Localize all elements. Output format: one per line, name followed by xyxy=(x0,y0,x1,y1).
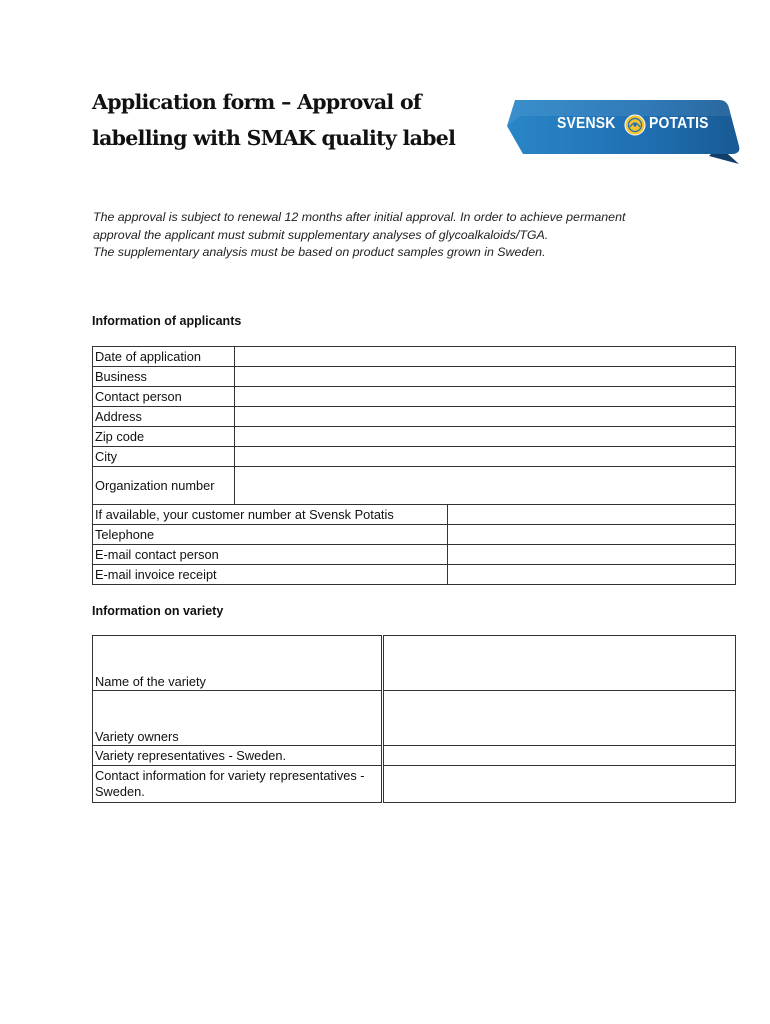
table-row xyxy=(93,565,736,585)
email-invoice-receipt-field[interactable] xyxy=(448,565,736,585)
date-of-application-field[interactable] xyxy=(235,347,736,367)
table-row xyxy=(93,505,736,525)
table-row xyxy=(93,367,736,387)
variety-owners-field[interactable] xyxy=(383,691,736,746)
table-row xyxy=(93,525,736,545)
table-row xyxy=(93,746,736,766)
variety-representatives-field[interactable] xyxy=(383,746,736,766)
row-label-email-contact-person: E-mail contact person xyxy=(93,545,448,565)
table-row xyxy=(93,447,736,467)
table-row xyxy=(93,407,736,427)
row-label-zip-code: Zip code xyxy=(93,427,235,447)
variety-heading: Information on variety xyxy=(92,604,224,618)
intro-line-3: The supplementary analysis must be based on product samples grown in Sweden. xyxy=(93,245,546,259)
row-label-variety-representatives: Variety representatives - Sweden. xyxy=(93,746,383,766)
applicants-table xyxy=(92,346,736,505)
business-field[interactable] xyxy=(235,367,736,387)
contact-details-table xyxy=(92,504,736,585)
row-label-city: City xyxy=(93,447,235,467)
row-label-name-of-variety: Name of the variety xyxy=(93,636,383,691)
row-label-customer-number: If available, your customer number at Svensk Potatis xyxy=(93,505,448,525)
table-row xyxy=(93,347,736,367)
form-title xyxy=(92,84,492,156)
table-row xyxy=(93,766,736,803)
address-field[interactable] xyxy=(235,407,736,427)
row-label-address: Address xyxy=(93,407,235,427)
representative-contact-info-field[interactable] xyxy=(383,766,736,803)
zip-code-field[interactable] xyxy=(235,427,736,447)
row-label-email-invoice-receipt: E-mail invoice receipt xyxy=(93,565,448,585)
row-label-organization-number: Organization number xyxy=(93,467,235,505)
table-row xyxy=(93,467,736,505)
row-label-date-of-application: Date of application xyxy=(93,347,235,367)
email-contact-person-field[interactable] xyxy=(448,545,736,565)
row-label-telephone: Telephone xyxy=(93,525,448,545)
table-row xyxy=(93,545,736,565)
variety-table xyxy=(92,635,736,803)
svensk-potatis-logo xyxy=(505,98,743,170)
table-row xyxy=(93,387,736,407)
potato-emblem-icon xyxy=(624,114,646,136)
row-label-business: Business xyxy=(93,367,235,387)
logo-word-potatis: POTATIS xyxy=(649,115,709,132)
form-title-line-1: Application form – Approval of xyxy=(92,90,422,114)
row-label-representative-contact-info: Contact information for variety representatives - Sweden. xyxy=(93,766,383,803)
row-label-contact-person: Contact person xyxy=(93,387,235,407)
organization-number-field[interactable] xyxy=(235,467,736,505)
logo-word-svensk: SVENSK xyxy=(557,115,616,132)
form-title-line-2: labelling with SMAK quality label xyxy=(92,126,456,150)
customer-number-field[interactable] xyxy=(448,505,736,525)
intro-line-2: approval the applicant must submit supplementary analyses of glycoalkaloids/TGA. xyxy=(93,227,549,242)
row-label-variety-owners: Variety owners xyxy=(93,691,383,746)
table-row xyxy=(93,691,736,746)
table-row xyxy=(93,636,736,691)
contact-person-field[interactable] xyxy=(235,387,736,407)
intro-text xyxy=(93,209,713,262)
telephone-field[interactable] xyxy=(448,525,736,545)
city-field[interactable] xyxy=(235,447,736,467)
intro-line-1: The approval is subject to renewal 12 months after initial approval. In order to achieve permanent xyxy=(93,210,626,224)
name-of-variety-field[interactable] xyxy=(383,636,736,691)
table-row xyxy=(93,427,736,447)
applicants-heading: Information of applicants xyxy=(92,314,242,328)
